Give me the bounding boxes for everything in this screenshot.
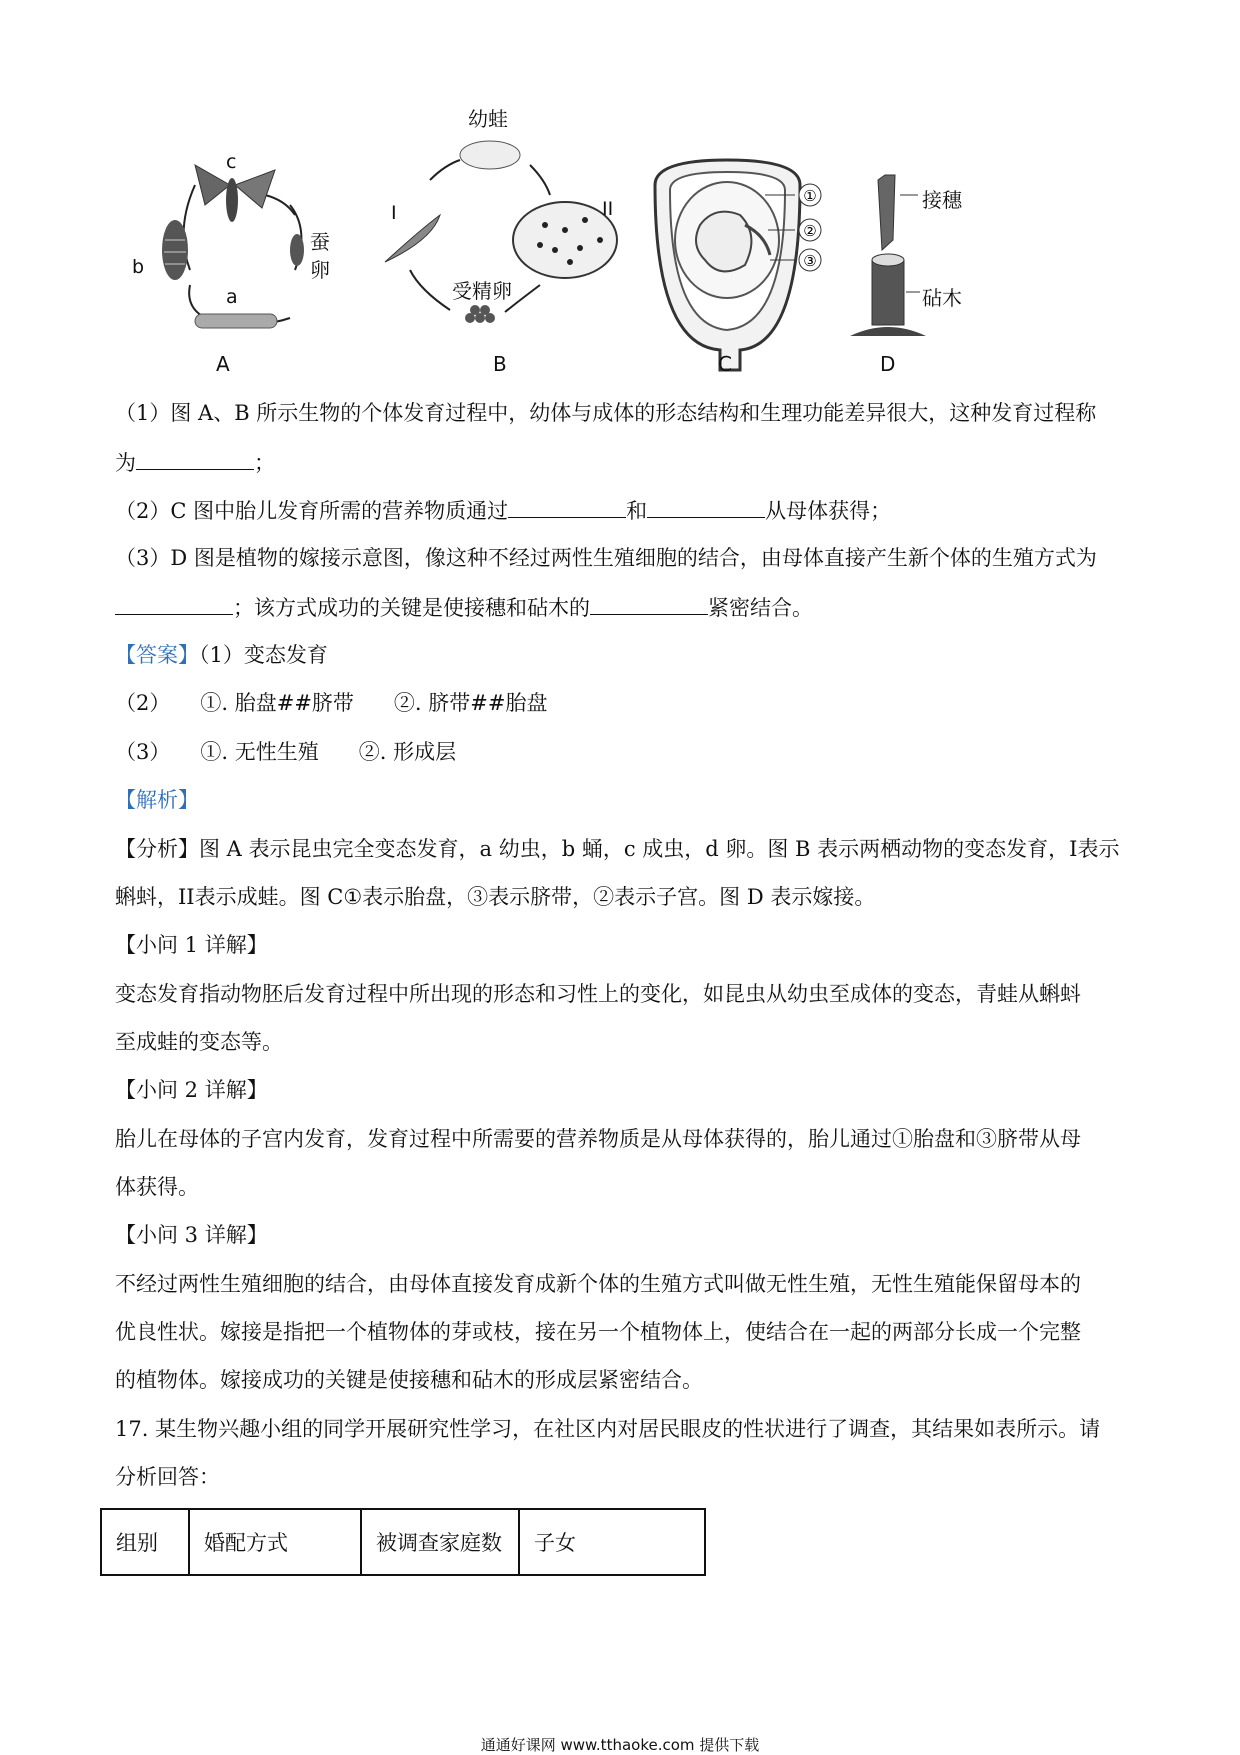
q3-blank-2 (590, 592, 708, 615)
q2-mid: 和 (626, 499, 648, 523)
figure-drawings (0, 0, 1240, 380)
answer-1: （1）变态发育 (199, 643, 328, 667)
analysis-q2-2: 体获得。 (115, 1175, 199, 1199)
fig-d-stock-label: 砧木 (922, 286, 962, 310)
q17-line1: 17. 某生物兴趣小组的同学开展研究性学习，在社区内对居民眼皮的性状进行了调查，其结果如表所示。请 (115, 1417, 1101, 1441)
q3-mid: ；该方式成功的关键是使接穗和砧木的 (233, 596, 590, 620)
fig-b-egg-label: 受精卵 (452, 279, 512, 303)
q2-line (115, 495, 891, 526)
fig-a-letter: A (216, 352, 230, 376)
fig-a-stage-c: c (226, 151, 237, 173)
analysis-q1-1: 变态发育指动物胚后发育过程中所出现的形态和习性上的变化，如昆虫从幼虫至成体的变态，青蛙从蝌蚪 (115, 982, 1081, 1006)
q2-prefix: （2）C 图中胎儿发育所需的营养物质通过 (115, 499, 509, 523)
q17-line2: 分析回答： (115, 1465, 220, 1489)
analysis-q1-head: 【小问 1 详解】 (115, 933, 268, 957)
q1-line1: （1）图 A、B 所示生物的个体发育过程中，幼体与成体的形态结构和生理功能差异很大，这种发育过程称 (115, 401, 1097, 425)
fig-a-stage-b: b (132, 256, 145, 278)
analysis-q3-1: 不经过两性生殖细胞的结合，由母体直接发育成新个体的生殖方式叫做无性生殖，无性生殖能保留母本的 (115, 1272, 1081, 1296)
fig-d-scion-label: 接穗 (922, 188, 962, 212)
analysis-q3-2: 优良性状。嫁接是指把一个植物体的芽或枝，接在另一个植物体上，使结合在一起的两部分长成一个完整 (115, 1320, 1081, 1344)
survey-table (100, 1508, 706, 1576)
analysis-fenxi-2: 蝌蚪，II表示成蛙。图 C①表示胎盘，③表示脐带，②表示子宫。图 D 表示嫁接。 (115, 885, 876, 909)
analysis-fenxi-1: 【分析】图 A 表示昆虫完全变态发育，a 幼虫，b 蛹，c 成虫，d 卵。图 B 表示两栖动物的变态发育，I表示 (115, 837, 1120, 861)
table-header-cell: 子女 (519, 1509, 705, 1575)
fig-d-letter: D (880, 352, 896, 376)
answer-2-1: ①. 胎盘##脐带 (200, 691, 354, 715)
analysis-q3-head: 【小问 3 详解】 (115, 1223, 268, 1247)
q3-line2 (115, 592, 813, 623)
answer-tag: 【答案】 (115, 643, 199, 667)
fig-b-letter: B (493, 352, 507, 376)
table-header-cell: 被调查家庭数 (361, 1509, 519, 1575)
table-header-cell: 婚配方式 (189, 1509, 361, 1575)
q3-line1: （3）D 图是植物的嫁接示意图，像这种不经过两性生殖细胞的结合，由母体直接产生新个体的生殖方式为 (115, 546, 1097, 570)
q2-blank-1 (508, 495, 626, 518)
q1-prefix: 为 (115, 451, 136, 475)
answer-2-num: （2） (115, 691, 171, 715)
answer-3-2: ②. 形成层 (358, 740, 457, 764)
analysis-q1-2: 至成蛙的变态等。 (115, 1030, 283, 1054)
fig-b-stage-i: I (391, 202, 397, 224)
q1-suffix: ； (254, 451, 275, 475)
footer-text: 通通好课网 www.tthaoke.com 提供下载 (480, 1736, 760, 1754)
q2-suffix: 从母体获得； (765, 499, 892, 523)
answer-line1 (115, 640, 328, 670)
q2-blank-2 (647, 495, 765, 518)
analysis-tag: 【解析】 (115, 788, 199, 812)
table-header-cell: 组别 (101, 1509, 189, 1575)
analysis-q2-head: 【小问 2 详解】 (115, 1078, 268, 1102)
figure-panel (0, 0, 1240, 380)
fig-b-froglet-label: 幼蛙 (468, 107, 508, 131)
q3-suffix: 紧密结合。 (708, 596, 813, 620)
answer-line2 (115, 688, 547, 718)
fig-b-stage-ii: II (602, 198, 614, 220)
table-header-row (101, 1509, 705, 1575)
q3-blank-1 (115, 592, 233, 615)
answer-2-2: ②. 脐带##胎盘 (393, 691, 548, 715)
fig-a-egg-label: 蚕卵 (310, 230, 330, 282)
q1-blank (136, 447, 254, 470)
answer-line3 (115, 737, 456, 767)
answer-3-1: ①. 无性生殖 (200, 740, 319, 764)
figure-c-drawing (655, 160, 821, 370)
analysis-q3-3: 的植物体。嫁接成功的关键是使接穗和砧木的形成层紧密结合。 (115, 1368, 703, 1392)
figure-d-drawing (850, 175, 926, 336)
fig-c-letter: C (718, 352, 732, 376)
q1-line2 (115, 447, 275, 478)
answer-3-num: （3） (115, 740, 171, 764)
fig-c-mark2: ② (803, 222, 817, 240)
fig-a-stage-a: a (226, 286, 238, 308)
fig-c-mark3: ③ (803, 252, 817, 270)
analysis-q2-1: 胎儿在母体的子宫内发育，发育过程中所需要的营养物质是从母体获得的，胎儿通过①胎盘和③脐带从母 (115, 1127, 1081, 1151)
fig-c-mark1: ① (803, 187, 817, 205)
